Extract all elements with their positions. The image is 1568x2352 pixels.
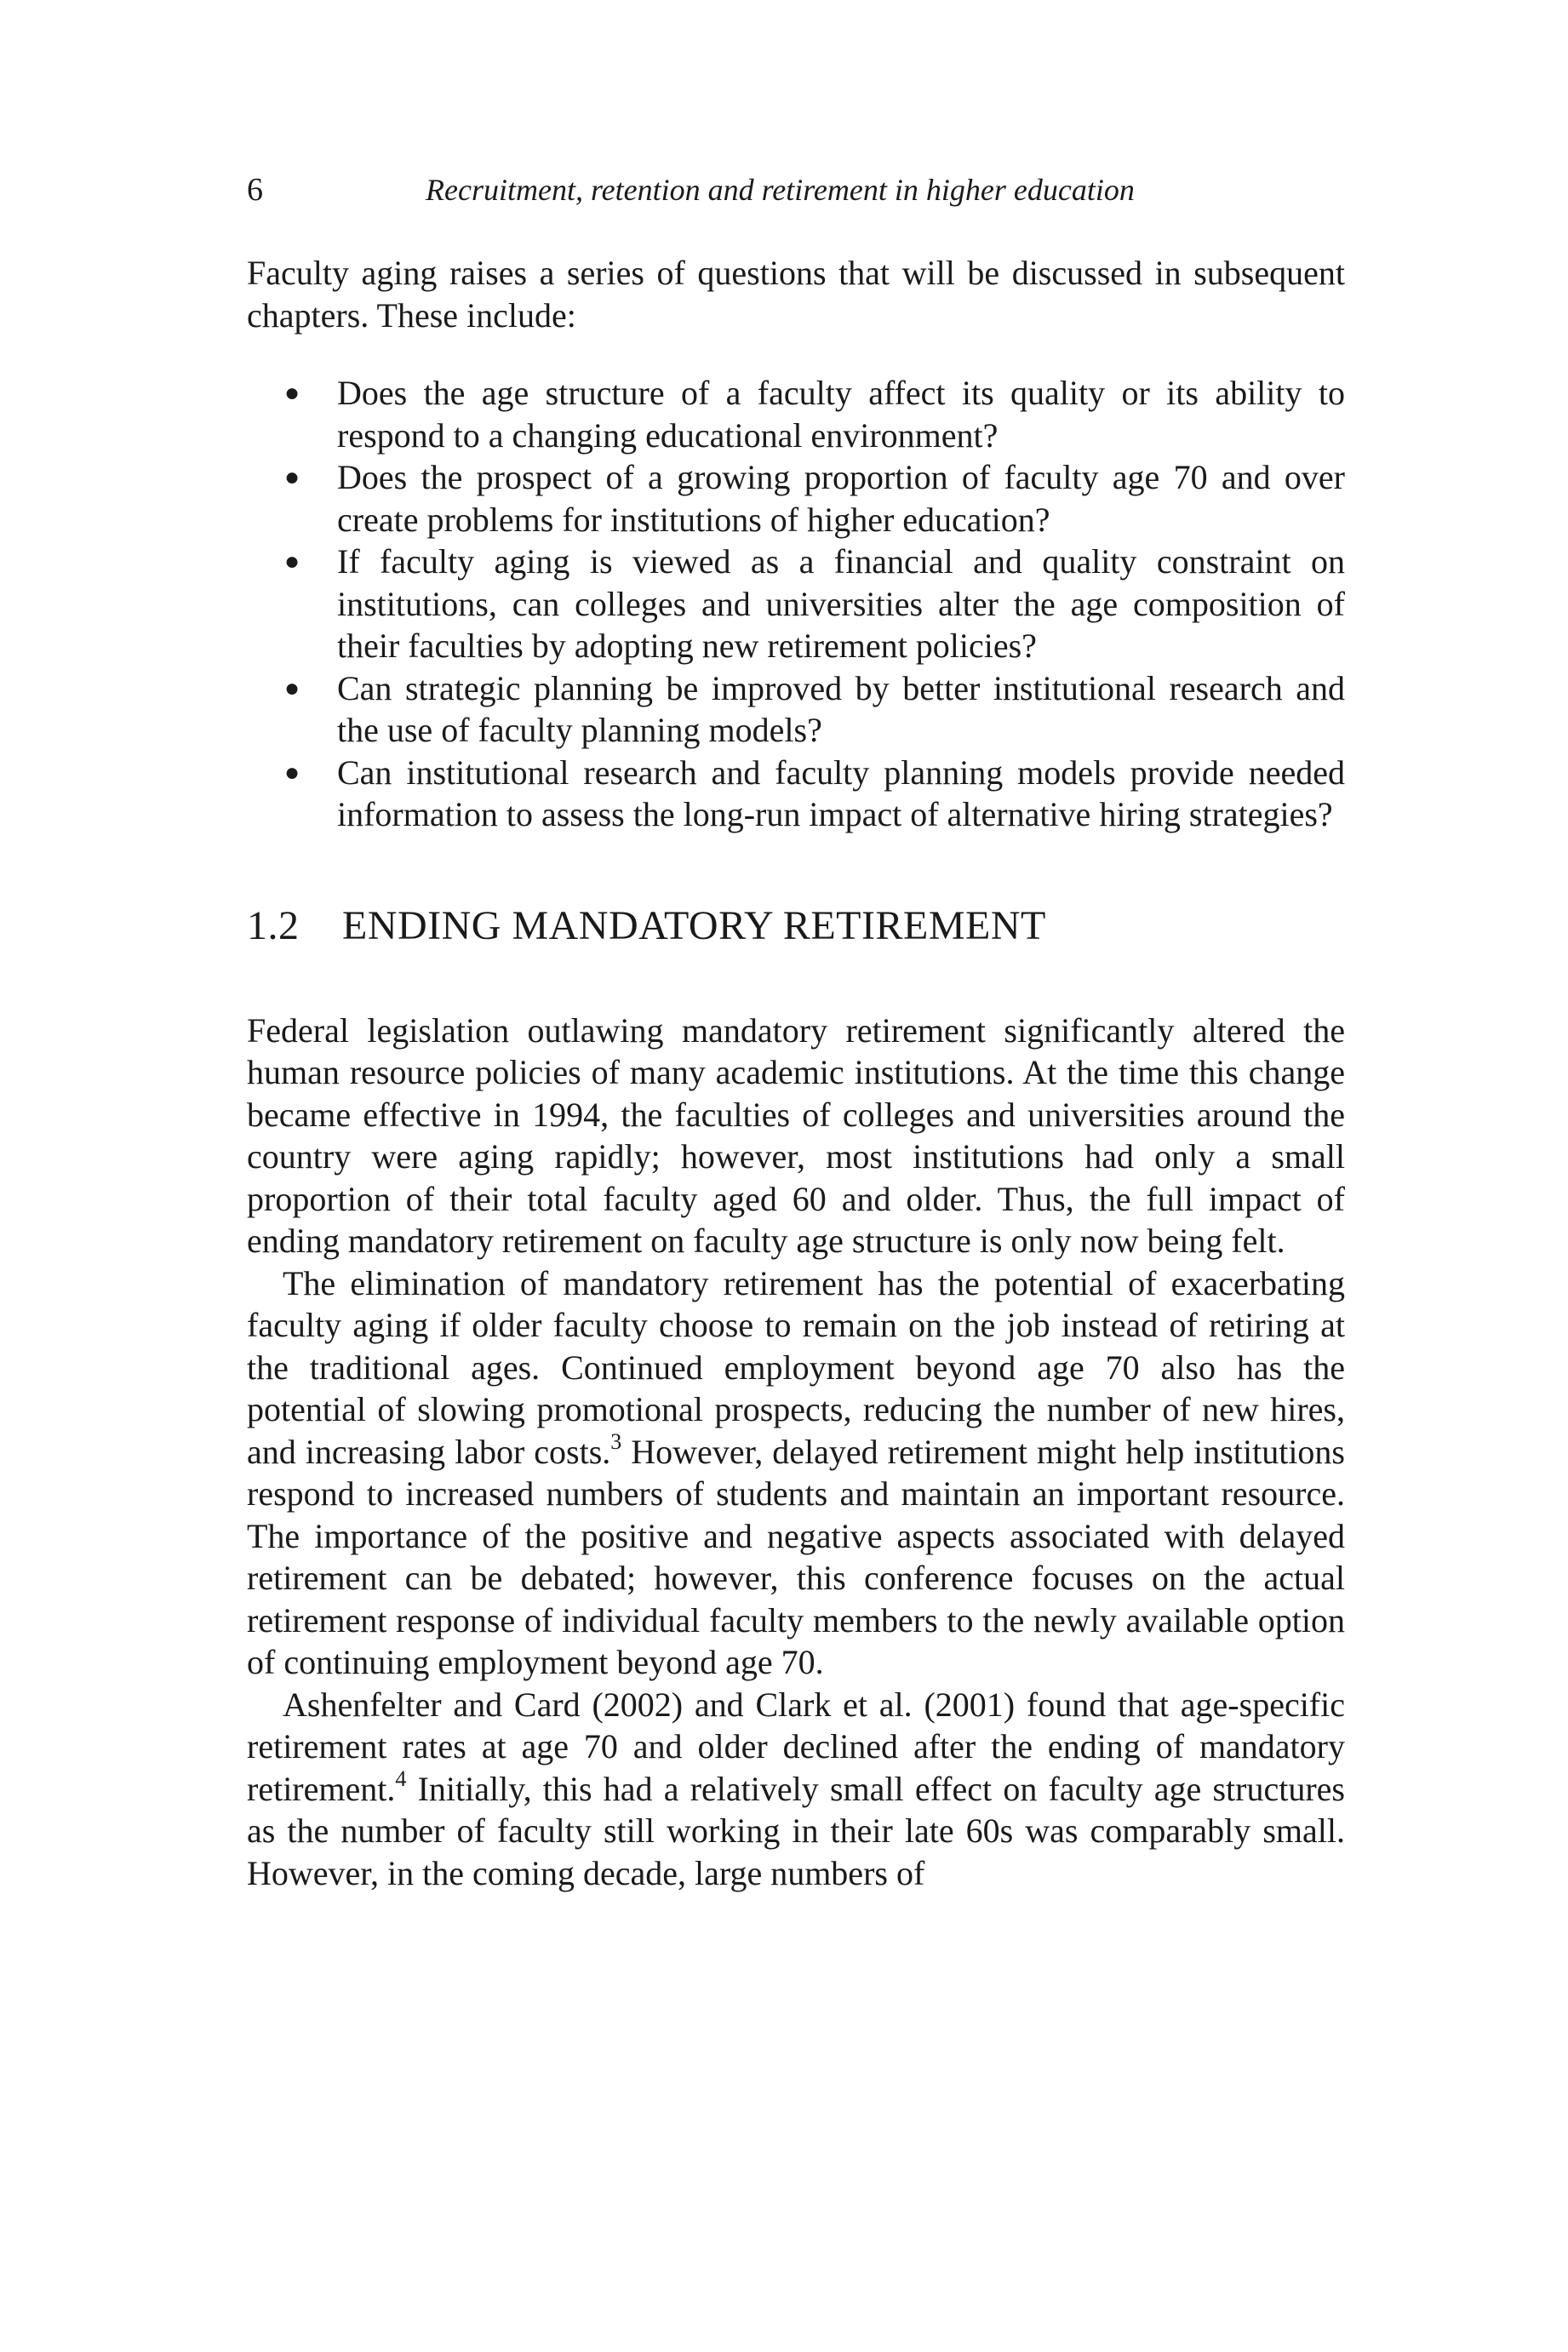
list-item <box>247 372 1345 456</box>
list-item <box>247 541 1345 667</box>
body-paragraph-1: Federal legislation outlawing mandatory retirement significantly altered the human resource policies of many academic institutions. At the time this change became effective in 1994, the faculties of colleges and universities around the country were aging rapidly; however, most institutions had only a small proportion of their total faculty aged 60 and older. Thus, the full impact of ending mandatory retirement on faculty age structure is only now being felt. <box>247 1010 1345 1260</box>
list-item-text: Does the age structure of a faculty affect its quality or its ability to respond to a changing educational environment? <box>337 374 1345 455</box>
bullet-icon: ● <box>284 758 300 787</box>
list-item <box>247 456 1345 541</box>
paragraph-text: The elimination of mandatory retirement has the potential of exacerbating faculty aging if older faculty choose to remain on the job instead of retiring at the traditional ages. Continued employment beyond age 70 also has the potential of slowing promotional prospects, reducing the number of new hires, and increasing labor costs. <box>247 1263 1345 1471</box>
footnote-marker: 3 <box>610 1429 622 1455</box>
section-number: 1.2 <box>247 902 300 948</box>
running-title: Recruitment, retention and retirement in higher education <box>426 173 1135 207</box>
bullet-icon: ● <box>284 673 300 702</box>
intro-paragraph: Faculty aging raises a series of questions that will be discussed in subsequent chapters. These include: <box>247 254 1345 335</box>
list-item-text: Does the prospect of a growing proportion of faculty age 70 and over create problems for institutions of higher education? <box>337 458 1345 539</box>
list-item <box>247 752 1345 836</box>
paragraph-text: However, delayed retirement might help institutions respond to increased numbers of students and maintain an important resource. The importance of the positive and negative aspects associated with delayed retirement can be debated; however, this conference focuses on the actual retirement response of individual faculty members to the newly available option of continuing employment beyond age 70. <box>247 1432 1345 1681</box>
body-paragraph-2 <box>247 1262 1345 1684</box>
paragraph-text: Ashenfelter and Card (2002) and Clark et al. (2001) found that age-specific retirement rates at age 70 and older declined after the ending of mandatory retirement. <box>247 1685 1345 1808</box>
bullet-icon: ● <box>284 547 300 575</box>
footnote-marker: 4 <box>395 1766 407 1792</box>
page-number: 6 <box>247 172 263 208</box>
text-block <box>247 252 1345 1894</box>
section-heading <box>247 901 1345 952</box>
list-item-text: Can institutional research and faculty planning models provide needed information to assess the long-run impact of alternative hiring strategies? <box>337 753 1345 833</box>
body-paragraph-3 <box>247 1684 1345 1895</box>
list-item-text: If faculty aging is viewed as a financial and quality constraint on institutions, can colleges and universities alter the age composition of their faculties by adopting new retirement policies? <box>337 542 1345 665</box>
list-item-text: Can strategic planning be improved by better institutional research and the use of faculty planning models? <box>337 668 1345 749</box>
bullet-icon: ● <box>284 463 300 491</box>
question-list <box>247 372 1345 836</box>
list-item <box>247 667 1345 752</box>
paragraph-text: Initially, this had a relatively small effect on faculty age structures as the number of faculty still working in their late 60s was comparably small. However, in the coming decade, large numbers of <box>247 1769 1345 1892</box>
running-head <box>247 169 1345 211</box>
section-title: ENDING MANDATORY RETIREMENT <box>342 902 1046 948</box>
bullet-icon: ● <box>284 379 300 407</box>
